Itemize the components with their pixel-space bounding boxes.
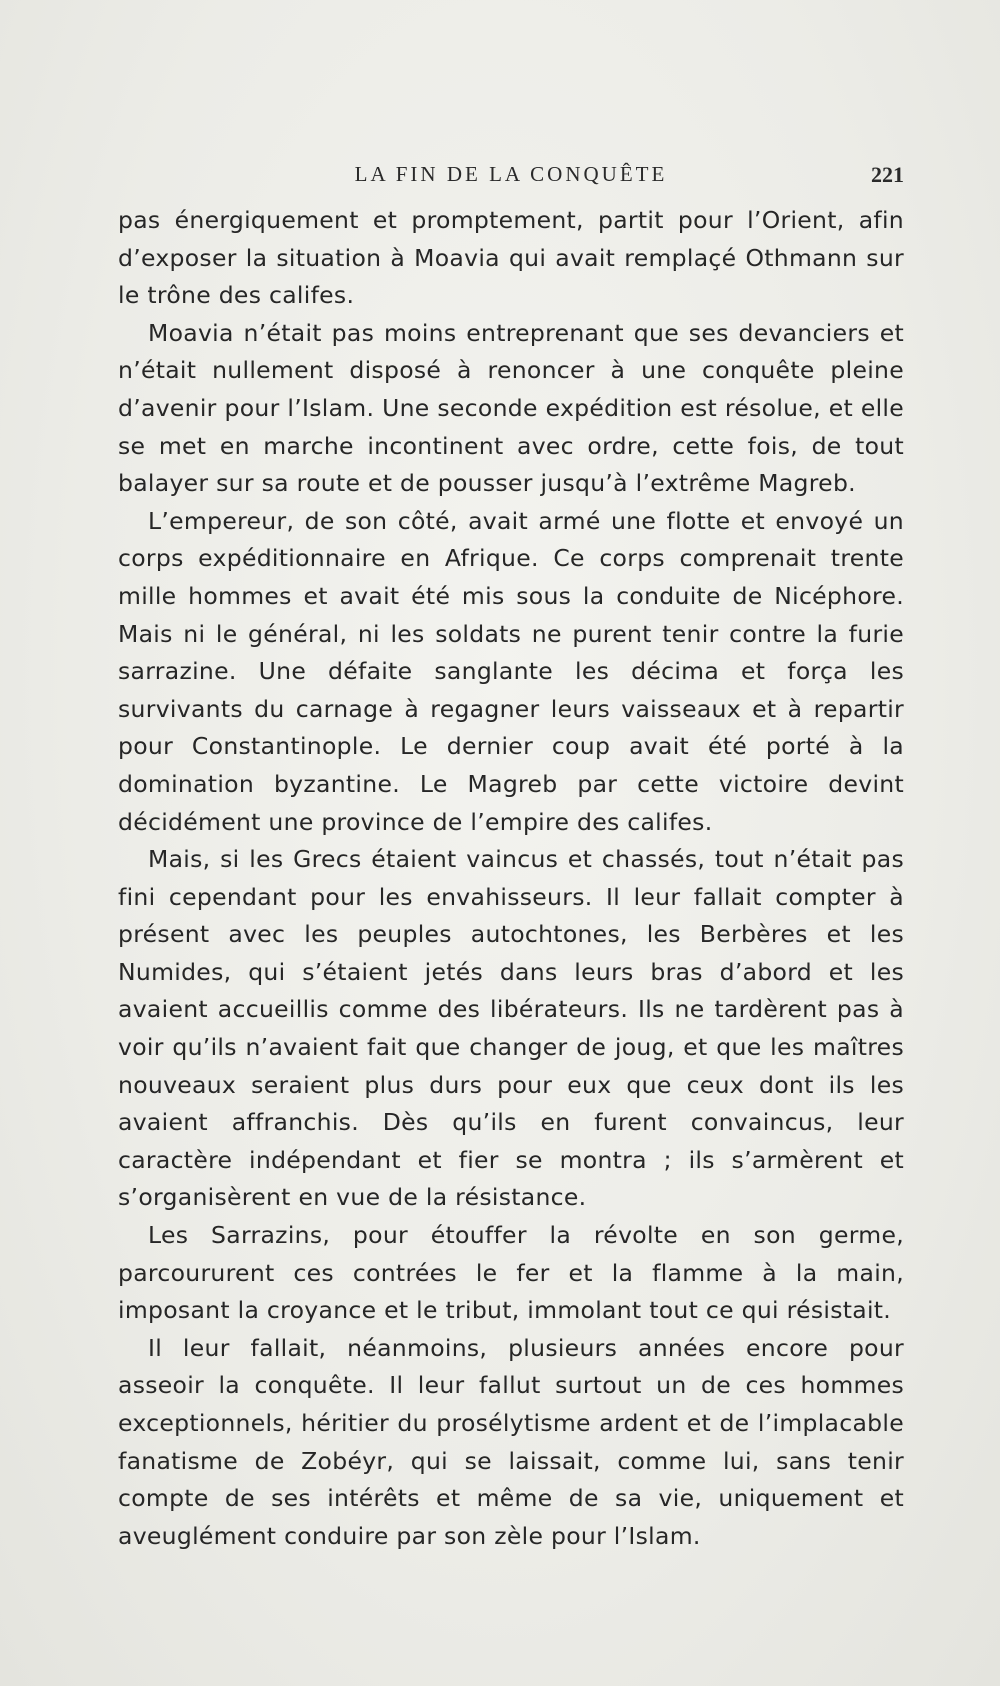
paragraph: Mais, si les Grecs étaient vaincus et chassés, tout n’était pas fini cependant pour les envahisseurs. Il leur fallait compter à présent avec les peuples autochtones, les Berbères et les Numides, qui s’étaient jetés dans leurs bras d’abord et les avaient accueillis comme des libérateurs. Ils ne tardèrent pas à voir qu’ils n’avaient fait que changer de joug, et que les maîtres nouveaux seraient plus durs pour eux que ceux dont ils les avaient affranchis. Dès qu’ils en furent convaincus, leur caractère indépendant et fier se montra ; ils s’armèrent et s’organisèrent en vue de la résistance. — [118, 845, 904, 1212]
paragraph: L’empereur, de son côté, avait armé une flotte et envoyé un corps expéditionnaire en Afrique. Ce corps comprenait trente mille hommes et avait été mis sous la conduite de Nicéphore. Mais ni le général, ni les soldats ne purent tenir contre la furie sarrazine. Une défaite sanglante les décima et força les survivants du carnage à regagner leurs vaisseaux et à repartir pour Constantinople. Le dernier coup avait été porté à la domination byzantine. Le Magreb par cette victoire devint décidément une province de l’empire des califes. — [118, 506, 904, 836]
paragraph: Les Sarrazins, pour étouffer la révolte en son germe, parcoururent ces contrées le fer et la flamme à la main, imposant la croyance et le tribut, immolant tout ce qui résistait. — [118, 1221, 904, 1325]
paragraph: Moavia n’était pas moins entreprenant que ses devanciers et n’était nullement disposé à renoncer à une conquête pleine d’avenir pour l’Islam. Une seconde expédition est résolue, et elle se met en marche incontinent avec ordre, cette fois, de tout balayer sur sa route et de pousser jusqu’à l’extrême Magreb. — [118, 318, 904, 498]
page-number: 221 — [871, 162, 904, 187]
body-text — [118, 202, 904, 1555]
paragraph: Il leur fallait, néanmoins, plusieurs années encore pour asseoir la conquête. Il leur fallut surtout un de ces hommes exceptionnels, héritier du prosélytisme ardent et de l’implacable fanatisme de Zobéyr, qui se laissait, comme lui, sans tenir compte de ses intérêts et même de sa vie, uniquement et aveuglément conduire par son zèle pour l’Islam. — [118, 1333, 904, 1550]
running-title: LA FIN DE LA CONQUÊTE — [354, 162, 668, 186]
running-header — [118, 162, 904, 192]
paragraph-continued: pas énergiquement et promptement, partit pour l’Orient, afin d’exposer la situation à Moavia qui avait remplaçé Othmann sur le trône des califes. — [118, 206, 904, 310]
